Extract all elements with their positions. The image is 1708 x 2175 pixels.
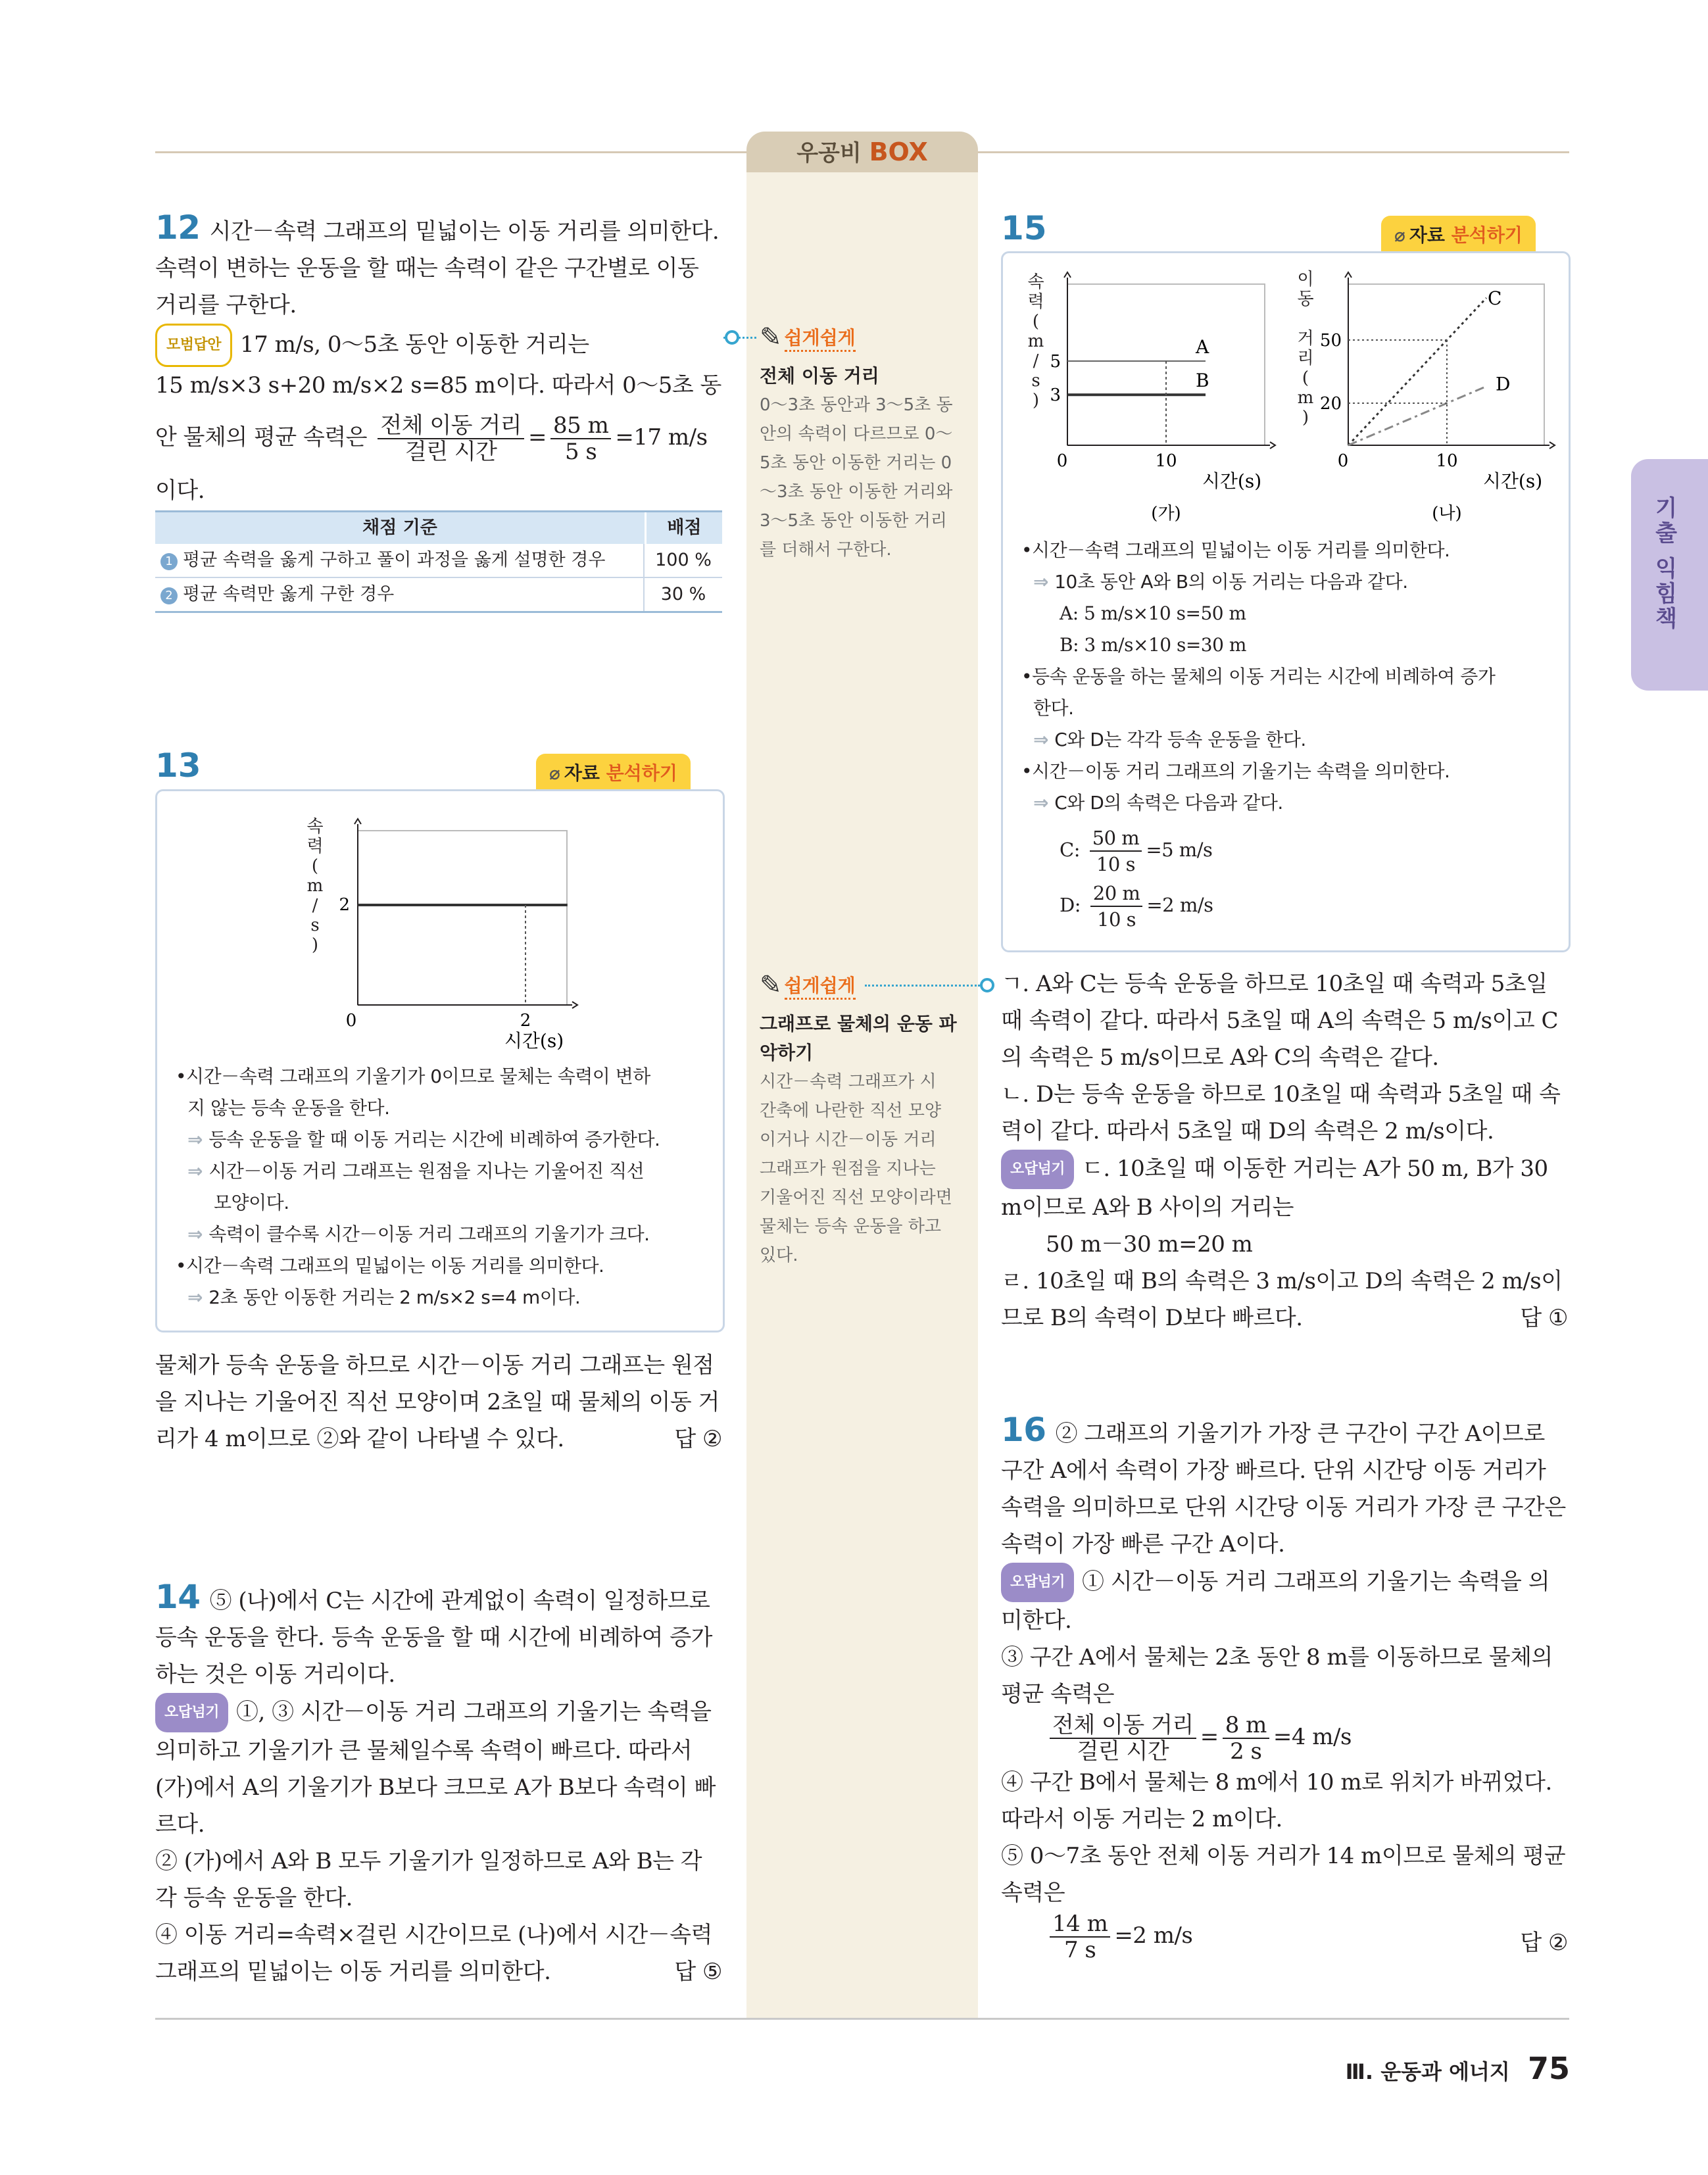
side2-head-text: 쉽게쉽게 [785,971,856,1000]
q12-fraction-2 [550,413,611,464]
q15a-x-tick-label: 0 [1056,451,1068,471]
rubric-table [155,510,722,613]
q12-intro-wrap [155,209,722,324]
q16-eq1: $\frac{\text{전체 이동 거리}}{\text{걸린 시간}}$ = $\frac{8 m}{2 s}$ =4 m/s [1001,1713,1568,1764]
q16-number: 16 [1001,1411,1046,1449]
side2-line: 그래프가 원점을 지나는 [760,1159,936,1179]
q16-p1-wrap [1001,1563,1568,1639]
side-tab-text: 기출 익힘책 [1651,496,1677,631]
q12-f2-numerator: 85 m [550,413,611,439]
side2-line: 간축에 나란한 직선 모양 [760,1101,941,1121]
side2-title-line: 그래프로 물체의 운동 파 [760,1013,957,1035]
q12-block [155,209,722,509]
q13-bullet: 지 않는 등속 운동을 한다. [187,1097,390,1119]
c-result: =5 m/s [1146,839,1213,861]
q13-bullet-text: 2초 동안 이동한 거리는 2 m/s×2 s=4 m이다. [208,1286,581,1308]
q13-bullet-text: 등속 운동을 할 때 이동 거리는 시간에 비례하여 증가한다. [208,1129,660,1150]
q15-p4-wrap [1001,1263,1568,1336]
q13-number: 13 [155,746,201,785]
q14-intro-wrap [155,1578,722,1693]
c-fraction [1090,825,1142,877]
rubric-row-1-text [155,544,645,577]
rubric-header [155,510,722,544]
q15-analysis-box [1001,251,1571,952]
d-numerator: 20 m [1090,881,1143,907]
q12-number: 12 [155,208,201,247]
arrow-right-icon: ⇒ [187,1286,209,1308]
q15b-y-axis-title: 거 [1297,329,1314,349]
q15-bullet [1021,566,1554,598]
rubric-row-2-criteria: 평균 속력만 옳게 구한 경우 [183,584,395,604]
q12-f1-denominator: 걸린 시간 [404,439,497,465]
footer [1346,2051,1570,2086]
rubric-row-1-score: 100 % [655,550,712,570]
footer-chapter: Ⅲ. 운동과 에너지 [1345,2059,1510,2084]
box-title-b: BOX [869,137,928,166]
q12-line1: 17 m/s, 0～5초 동안 이동한 거리는 [240,331,589,358]
arrow-right-icon: ⇒ [187,1160,209,1182]
rubric-head-score: 배점 [667,518,702,538]
q15-explanation [1001,965,1568,1336]
side2-title [760,1010,970,1067]
q12-fraction-1 [378,413,524,464]
q15a-y-axis-title: m [1027,331,1044,351]
q14-p1: ①, ③ 시간－이동 거리 그래프의 기울기는 속력을 의미하고 기울기가 큰 물체일수록 속력이 빠르다. 따라서 (가)에서 A의 기울기가 B보다 크므로 A가 B보다 속력이 빠르다. [155,1699,716,1838]
side1-line: ～3초 동안 이동한 거리와 [760,482,953,502]
q14-p1-wrap [155,1693,722,1843]
q13-answer [155,1347,722,1457]
q13-bullets [176,1061,708,1313]
arrow-right-icon: ⇒ [1033,792,1055,814]
q15-p1: ㄱ. A와 C는 등속 운동을 하므로 10초일 때 속력과 5초일 때 속력이 같다. 따라서 5초일 때 A의 속력은 5 m/s이고 C의 속력은 5 m/s이므로 A와 C의 속력은 같다. [1001,971,1559,1071]
q15a-series-a-label: A [1196,336,1209,358]
side1-body [760,391,970,564]
q15b-x-arrow [1549,442,1555,449]
q13-analysis-badge [536,754,691,792]
c-numerator: 50 m [1090,825,1142,852]
q15b-series-c-line [1348,298,1486,445]
side-tab [1631,459,1708,691]
q13-chart [157,791,723,1057]
q12-f2-denominator: 5 s [564,439,597,465]
q16-f1-denominator: 걸린 시간 [1077,1738,1169,1765]
q13-bullet: •시간－속력 그래프의 기울기가 0이므로 물체는 속력이 변하 [176,1065,650,1087]
q15a-y-axis-title: / [1033,351,1039,371]
rubric-row-1 [155,544,722,578]
q15-charts-svg [1003,253,1569,529]
side2-dot [980,978,994,992]
q15b-x-tick-label: 10 [1436,451,1458,471]
q16-intro: ② 그래프의 기울기가 가장 큰 구간이 구간 A이므로 구간 A에서 속력이 가장 빠르다. 단위 시간당 이동 거리가 속력을 의미하므로 단위 시간당 이동 거리가 가장 큰 구간은 속력이 가장 빠른 구간 A이다. [1001,1421,1566,1557]
box-title-a: 우공비 [796,140,869,166]
q15a-x-axis-title: 시간(s) [1202,470,1262,492]
q15a-y-axis-title: ) [1032,391,1040,410]
q16-f3-numerator: 14 m [1050,1911,1110,1938]
q15a-x-tick-label: 10 [1155,451,1177,471]
c-label: C: [1060,839,1080,861]
q15b-y-arrow [1345,272,1352,278]
q16-p2: ③ 구간 A에서 물체는 2초 동안 8 m를 이동하므로 물체의 평균 속력은 [1001,1644,1553,1707]
q16-block [1001,1411,1568,1963]
q15b-y-axis-title: 리 [1297,349,1314,368]
q12-line3: 안 물체의 평균 속력은 $\frac{\text{전체 이동 거리}}{\text{걸린 시간}}$ = $\frac{85 m}{5 s}$ =17 m/s [155,412,708,465]
q16-p3: ④ 구간 B에서 물체는 8 m에서 10 m로 위치가 바뀌었다. 따라서 이동 거리는 2 m이다. [1001,1769,1552,1832]
side1-head-text: 쉽게쉽게 [785,324,856,352]
c-denominator: 10 s [1096,853,1135,875]
badge-text-b: 분석하기 [1451,224,1523,246]
q15-bullet: 한다. [1033,697,1074,719]
q15b-series-d-line [1348,386,1486,445]
side2-body [760,1067,970,1270]
side2-line: 물체는 등속 운동을 하고 [760,1217,941,1236]
q15b-y-axis-title: m [1297,388,1314,408]
side2-line: 기울어진 직선 모양이라면 [760,1188,952,1208]
q13-y-axis-title: s [310,916,320,935]
q15-bullet: •등속 운동을 하는 물체의 이동 거리는 시간에 비례하여 증가 [1021,666,1496,687]
q16-f3-result: =2 m/s [1114,1922,1193,1949]
q15a-x-arrow [1270,442,1275,449]
q13-y-axis-title: 속 [306,817,324,837]
q13-analysis-box [155,789,725,1332]
q15a-y-tick-label: 5 [1050,352,1061,372]
q15-p2: ㄴ. D는 등속 운동을 하므로 10초일 때 속력과 5초일 때 속력이 같다. 따라서 5초일 때 D의 속력은 2 m/s이다. [1001,1081,1561,1144]
side1-line: 를 더해서 구한다. [760,540,892,560]
q16-f3-denominator: 7 s [1063,1937,1096,1963]
q12-line2: 15 m/s×3 s+20 m/s×2 s=85 m이다. 따라서 0～5초 동 [155,372,721,399]
q13-x-tick-label: 0 [345,1011,357,1031]
q16-f1-numerator: 전체 이동 거리 [1050,1713,1196,1739]
q14-p3: ④ 이동 거리=속력×걸린 시간이므로 (나)에서 시간－속력 그래프의 밑넓이는 이동 거리를 의미한다. [155,1922,712,1985]
q16-p1: ① 시간－이동 거리 그래프의 기울기는 속력을 의미한다. [1001,1569,1550,1634]
side2-head [760,970,970,1000]
side1-dot [725,330,739,345]
q13-y-axis-title: m [306,876,324,896]
q14-number: 14 [155,1578,201,1616]
d-result: =2 m/s [1146,894,1213,916]
q14-p3-wrap [155,1917,722,1990]
q13-bullet-text: 속력이 클수록 시간－이동 거리 그래프의 기울기가 크다. [208,1223,650,1245]
q15-bullet: •시간－속력 그래프의 밑넓이는 이동 거리를 의미한다. [1021,539,1450,561]
q16-intro-wrap [1001,1411,1568,1563]
side-note-1 [760,322,970,564]
q15-p3-wrap [1001,1150,1568,1226]
side2-line: 있다. [760,1246,798,1265]
q15-bullet [1021,724,1554,756]
q15a-y-arrow [1064,272,1071,278]
q15b-y-axis-title: ) [1302,408,1309,428]
side2-line: 시간－속력 그래프가 시 [760,1072,937,1092]
q16-p4: ⑤ 0～7초 동안 전체 이동 거리가 14 m이므로 물체의 평균 속력은 [1001,1843,1566,1906]
q15-charts [1003,253,1569,532]
q12-intro: 시간－속력 그래프의 밑넓이는 이동 거리를 의미한다. 속력이 변하는 운동을 할 때는 속력이 같은 구간별로 이동 거리를 구한다. [155,218,720,318]
q15b-y-axis-title: 동 [1297,289,1314,309]
arrow-right-icon: ⇒ [1033,571,1055,593]
side1-title: 전체 이동 거리 [760,365,879,387]
wrong-answer-tag: 오답넘기 [1001,1150,1074,1189]
rubric-mark-2: 2 [160,587,178,604]
q16-f-result: =4 m/s [1273,1724,1352,1750]
q13-bullet [176,1282,708,1313]
pencil-icon: ✎ [760,322,782,353]
wrong-answer-tag: 오답넘기 [155,1693,228,1732]
q15-bullet: A: 5 m/s×10 s=50 m [1060,602,1246,624]
q15-d-speed [1021,881,1554,932]
side1-line: 0～3초 동안과 3～5초 동 [760,395,953,415]
q15b-y-tick-label: 20 [1319,394,1342,414]
q16-fraction-2 [1223,1713,1269,1764]
q12-line4: 이다. [155,477,205,504]
q15b-series-c-label: C [1488,287,1502,309]
q15-analysis-badge [1381,216,1536,254]
rubric-row-2-text [155,578,645,611]
q13-y-axis-title: ) [311,935,319,955]
q12-line3-pre: 안 물체의 평균 속력은 [155,424,368,451]
q16-answer-mark: 답 ② [1520,1930,1568,1956]
q16-eq2 [1001,1911,1568,1963]
q16-fraction-1 [1050,1713,1196,1764]
side1-line: 3～5초 동안 이동한 거리 [760,511,947,531]
q13-bullet: •시간－속력 그래프의 밑넓이는 이동 거리를 의미한다. [176,1255,604,1277]
rubric-row-1-criteria: 평균 속력을 옳게 구하고 풀이 과정을 옳게 설명한 경우 [183,550,606,570]
q13-bullet: 모양이다. [214,1192,289,1213]
side2-title-line: 악하기 [760,1042,814,1063]
q15-number: 15 [1001,209,1047,247]
bottom-rule [155,2018,1569,2020]
q15b-caption: (나) [1432,504,1462,524]
model-answer-tag: 모범답안 [155,324,232,367]
q15b-y-axis-title: ( [1302,368,1309,388]
q15-bullet [1021,787,1554,819]
rubric-mark-1: 1 [160,553,178,570]
q15a-y-axis-title: 력 [1027,292,1044,312]
d-denominator: 10 s [1097,908,1136,931]
rubric-row-2 [155,578,722,613]
q13-velocity-time-chart [157,791,723,1054]
rubric-row-2-score: 30 % [660,584,706,604]
q15-p3-eq: 50 m－30 m=20 m [1046,1231,1253,1258]
q15a-y-axis-title: s [1031,371,1040,391]
q15-bullet-text: 10초 동안 A와 B의 이동 거리는 다음과 같다. [1054,571,1408,593]
arrow-right-icon: ⇒ [1033,729,1055,750]
arrow-right-icon: ⇒ [187,1223,209,1245]
q15-answer-mark: 답 ① [1520,1305,1568,1331]
q15-c-speed [1021,825,1554,877]
q13-y-axis-title: ( [311,856,319,876]
q15b-y-axis-title: 이 [1297,270,1314,289]
q15-bullet-text: C와 D의 속력은 다음과 같다. [1054,792,1283,814]
q15a-y-tick-label: 3 [1050,385,1061,406]
q12-f1-numerator: 전체 이동 거리 [378,413,524,439]
q14-intro: ⑤ (나)에서 C는 시간에 관계없이 속력이 일정하므로 등속 운동을 한다. 등속 운동을 할 때 시간에 비례하여 증가하는 것은 이동 거리이다. [155,1588,712,1688]
q13-bullet-text: 시간－이동 거리 그래프는 원점을 지나는 기울어진 직선 [208,1160,645,1182]
q14-answer-mark: 답 ⑤ [674,1959,722,1985]
q13-bullet [176,1124,708,1156]
box-header [746,132,978,172]
q13-plot-frame [358,831,567,1005]
badge-text-a: 자료 [1409,224,1452,246]
q13-y-arrow [354,819,361,824]
q13-bullet [176,1156,708,1187]
page-number: 75 [1527,2051,1570,2086]
side1-head [760,322,970,353]
d-label: D: [1060,894,1081,916]
q13-x-arrow [572,1002,577,1008]
q15-p4: ㄹ. 10초일 때 B의 속력은 3 m/s이고 D의 속력은 2 m/s이므로 B의 속력이 D보다 빠르다. [1001,1268,1563,1331]
q15b-series-d-label: D [1496,373,1511,395]
q13-y-axis-title: 력 [306,837,324,856]
q15a-y-axis-title: ( [1032,312,1040,331]
q15a-y-axis-title: 속 [1027,272,1044,292]
q16-f2-numerator: 8 m [1223,1713,1269,1739]
q14-p2: ② (가)에서 A와 B 모두 기울기가 일정하므로 A와 B는 각각 등속 운동을 한다. [155,1848,702,1911]
q13-x-tick-label: 2 [520,1011,531,1031]
q15a-caption: (가) [1151,504,1181,524]
rubric-head-criteria: 채점 기준 [155,512,647,544]
q12-line1-wrap [155,324,722,367]
q15-bullet-text: C와 D는 각각 등속 운동을 한다. [1054,729,1306,750]
q13-bullet [176,1219,708,1250]
q15b-x-axis-title: 시간(s) [1482,470,1543,492]
d-fraction [1090,881,1143,932]
side1-line: 안의 속력이 다르므로 0～ [760,424,953,444]
q15-bullet: B: 3 m/s×10 s=30 m [1060,634,1246,656]
q13-y-axis-title: / [312,896,318,916]
pencil-icon: ✎ [760,970,782,1000]
badge-text-b: 분석하기 [606,762,677,784]
q14-block [155,1578,722,1990]
side2-line: 이거나 시간－이동 거리 [760,1130,937,1150]
q12-line3-post: =17 m/s [615,424,708,451]
side-note-2 [760,970,970,1270]
arrow-right-icon: ⇒ [187,1129,209,1150]
q16-fraction-3 [1050,1911,1110,1963]
q13-answer-mark: 답 ② [674,1426,722,1452]
q13-x-axis-title: 시간(s) [504,1030,564,1052]
wrong-answer-tag: 오답넘기 [1001,1563,1074,1602]
q15-bullet: •시간－이동 거리 그래프의 기울기는 속력을 의미한다. [1021,760,1450,782]
q15b-x-tick-label: 0 [1337,451,1349,471]
clip-icon: ⌀ [549,762,560,784]
q15a-series-b-label: B [1196,370,1209,392]
q15-p3: ㄷ. 10초일 때 이동한 거리는 A가 50 m, B가 30 m이므로 A와 B 사이의 거리는 [1001,1156,1548,1221]
q13-answer-wrap [155,1347,722,1457]
q16-f2-denominator: 2 s [1230,1738,1262,1765]
side1-line: 5초 동안 이동한 거리는 0 [760,453,952,473]
q15b-y-tick-label: 50 [1319,331,1342,351]
q13-answer-text: 물체가 등속 운동을 하므로 시간－이동 거리 그래프는 원점을 지나는 기울어진 직선 모양이며 2초일 때 물체의 이동 거리가 4 m이므로 ②와 같이 나타낼 수 있다. [155,1352,720,1452]
q13-y-tick-label: 2 [339,895,350,915]
q15-bullets [1021,535,1554,932]
clip-icon: ⌀ [1394,224,1405,246]
badge-text-a: 자료 [564,762,606,784]
